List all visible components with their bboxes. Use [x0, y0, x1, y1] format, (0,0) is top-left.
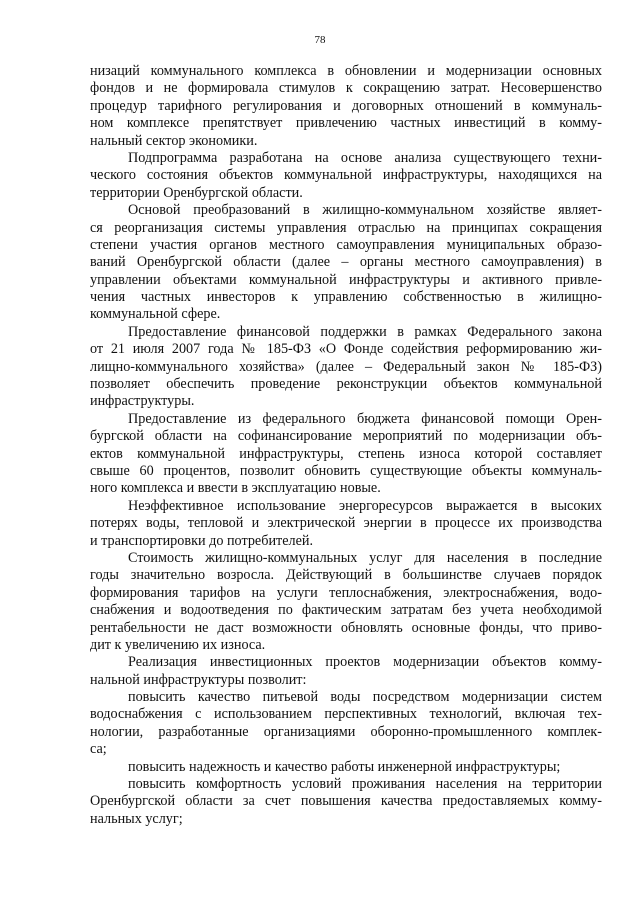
text-line: инфраструктуры.: [90, 393, 195, 410]
paragraph: [90, 759, 602, 776]
text-line: процедур тарифного регулирования и договорных отношений в коммуналь-: [90, 97, 602, 114]
text-line: ческого состояния объектов коммунальной инфраструктуры, находящихся на: [90, 167, 602, 184]
text-line: ся реорганизация системы управления отраслью на принципах сокращения: [90, 219, 602, 236]
text-line: бургской области на софинансирование мероприятий по модернизации объ-: [90, 428, 602, 445]
text-line: са;: [90, 741, 107, 758]
paragraph: [90, 63, 602, 150]
text-line: чения частных инвесторов к управлению собственностью в жилищно-: [90, 289, 602, 306]
text-line: формирования тарифов на услуги теплоснабжения, электроснабжения, водо-: [90, 584, 602, 601]
text-line: от 21 июля 2007 года № 185-ФЗ «О Фонде содействия реформированию жи-: [90, 341, 602, 358]
text-line: Неэффективное использование энергоресурсов выражается в высоких: [128, 497, 602, 514]
text-line: Предоставление финансовой поддержки в рамках Федерального закона: [128, 323, 602, 340]
text-line: свыше 60 процентов, позволит обновить существующие объекты коммуналь-: [90, 462, 602, 479]
text-line: Стоимость жилищно-коммунальных услуг для населения в последние: [128, 549, 602, 566]
text-line: ектов коммунальной инфраструктуры, степень износа которой составляет: [90, 445, 602, 462]
text-line: ного комплекса и ввести в эксплуатацию новые.: [90, 480, 381, 497]
text-line: нальный сектор экономики.: [90, 132, 258, 149]
text-line: Оренбургской области за счет повышения качества предоставляемых комму-: [90, 793, 602, 810]
paragraph: [90, 324, 602, 411]
text-line: дит к увеличению их износа.: [90, 636, 266, 653]
text-line: нальной инфраструктуры позволит:: [90, 671, 307, 688]
paragraph: [90, 654, 602, 689]
text-line: территории Оренбургской области.: [90, 184, 303, 201]
text-line: низаций коммунального комплекса в обновлении и модернизации основных: [90, 63, 602, 79]
text-line: Предоставление из федерального бюджета финансовой помощи Орен-: [128, 410, 602, 427]
text-line: позволяет обеспечить проведение реконструкции объектов коммунальной: [90, 376, 602, 393]
paragraph: [90, 411, 602, 498]
text-line: лищно-коммунального хозяйства» (далее – Федеральный закон № 185-ФЗ): [90, 358, 602, 375]
text-line: повысить комфортность условий проживания населения на территории: [128, 776, 602, 793]
body-text: [90, 63, 602, 828]
text-line: ваний Оренбургской области (далее – органы местного самоуправления) в: [90, 254, 602, 271]
text-line: нологии, разработанные организациями оборонно-промышленного комплек-: [90, 723, 602, 740]
text-line: фондов и не формировала стимулов к сокращению затрат. Несовершенство: [90, 80, 602, 97]
paragraph: [90, 202, 602, 324]
text-line: годы значительно возросла. Действующий в большинстве случаев порядок: [90, 567, 602, 584]
text-line: повысить надежность и качество работы инженерной инфраструктуры;: [128, 758, 561, 775]
paragraph: [90, 550, 602, 654]
text-line: Подпрограмма разработана на основе анализа существующего техни-: [128, 149, 602, 166]
page-number: 78: [314, 34, 326, 46]
text-line: водоснабжения с использованием перспективных технологий, включая тех-: [90, 706, 602, 723]
paragraph: [90, 689, 602, 759]
text-line: Реализация инвестиционных проектов модернизации объектов комму-: [128, 654, 602, 671]
paragraph: [90, 498, 602, 550]
paragraph: [90, 776, 602, 828]
text-line: коммунальной сфере.: [90, 306, 221, 323]
text-line: повысить качество питьевой воды посредством модернизации систем: [128, 689, 602, 706]
text-line: рентабельности не даст возможности обновлять основные фонды, что приво-: [90, 619, 602, 636]
text-line: ном комплексе препятствует привлечению частных инвестиций в комму-: [90, 115, 602, 132]
paragraph: [90, 150, 602, 202]
text-line: потерях воды, тепловой и электрической энергии в процессе их производства: [90, 515, 602, 532]
text-line: степени участия органов местного самоуправления муниципальных образо-: [90, 236, 602, 253]
text-line: и транспортировки до потребителей.: [90, 532, 314, 549]
text-line: Основой преобразований в жилищно-коммунальном хозяйстве являет-: [128, 202, 602, 219]
text-line: нальных услуг;: [90, 810, 183, 827]
text-line: снабжения и водоотведения по фактическим затратам без учета необходимой: [90, 602, 602, 619]
text-line: управлении объектами коммунальной инфраструктуры и активного привле-: [90, 271, 602, 288]
